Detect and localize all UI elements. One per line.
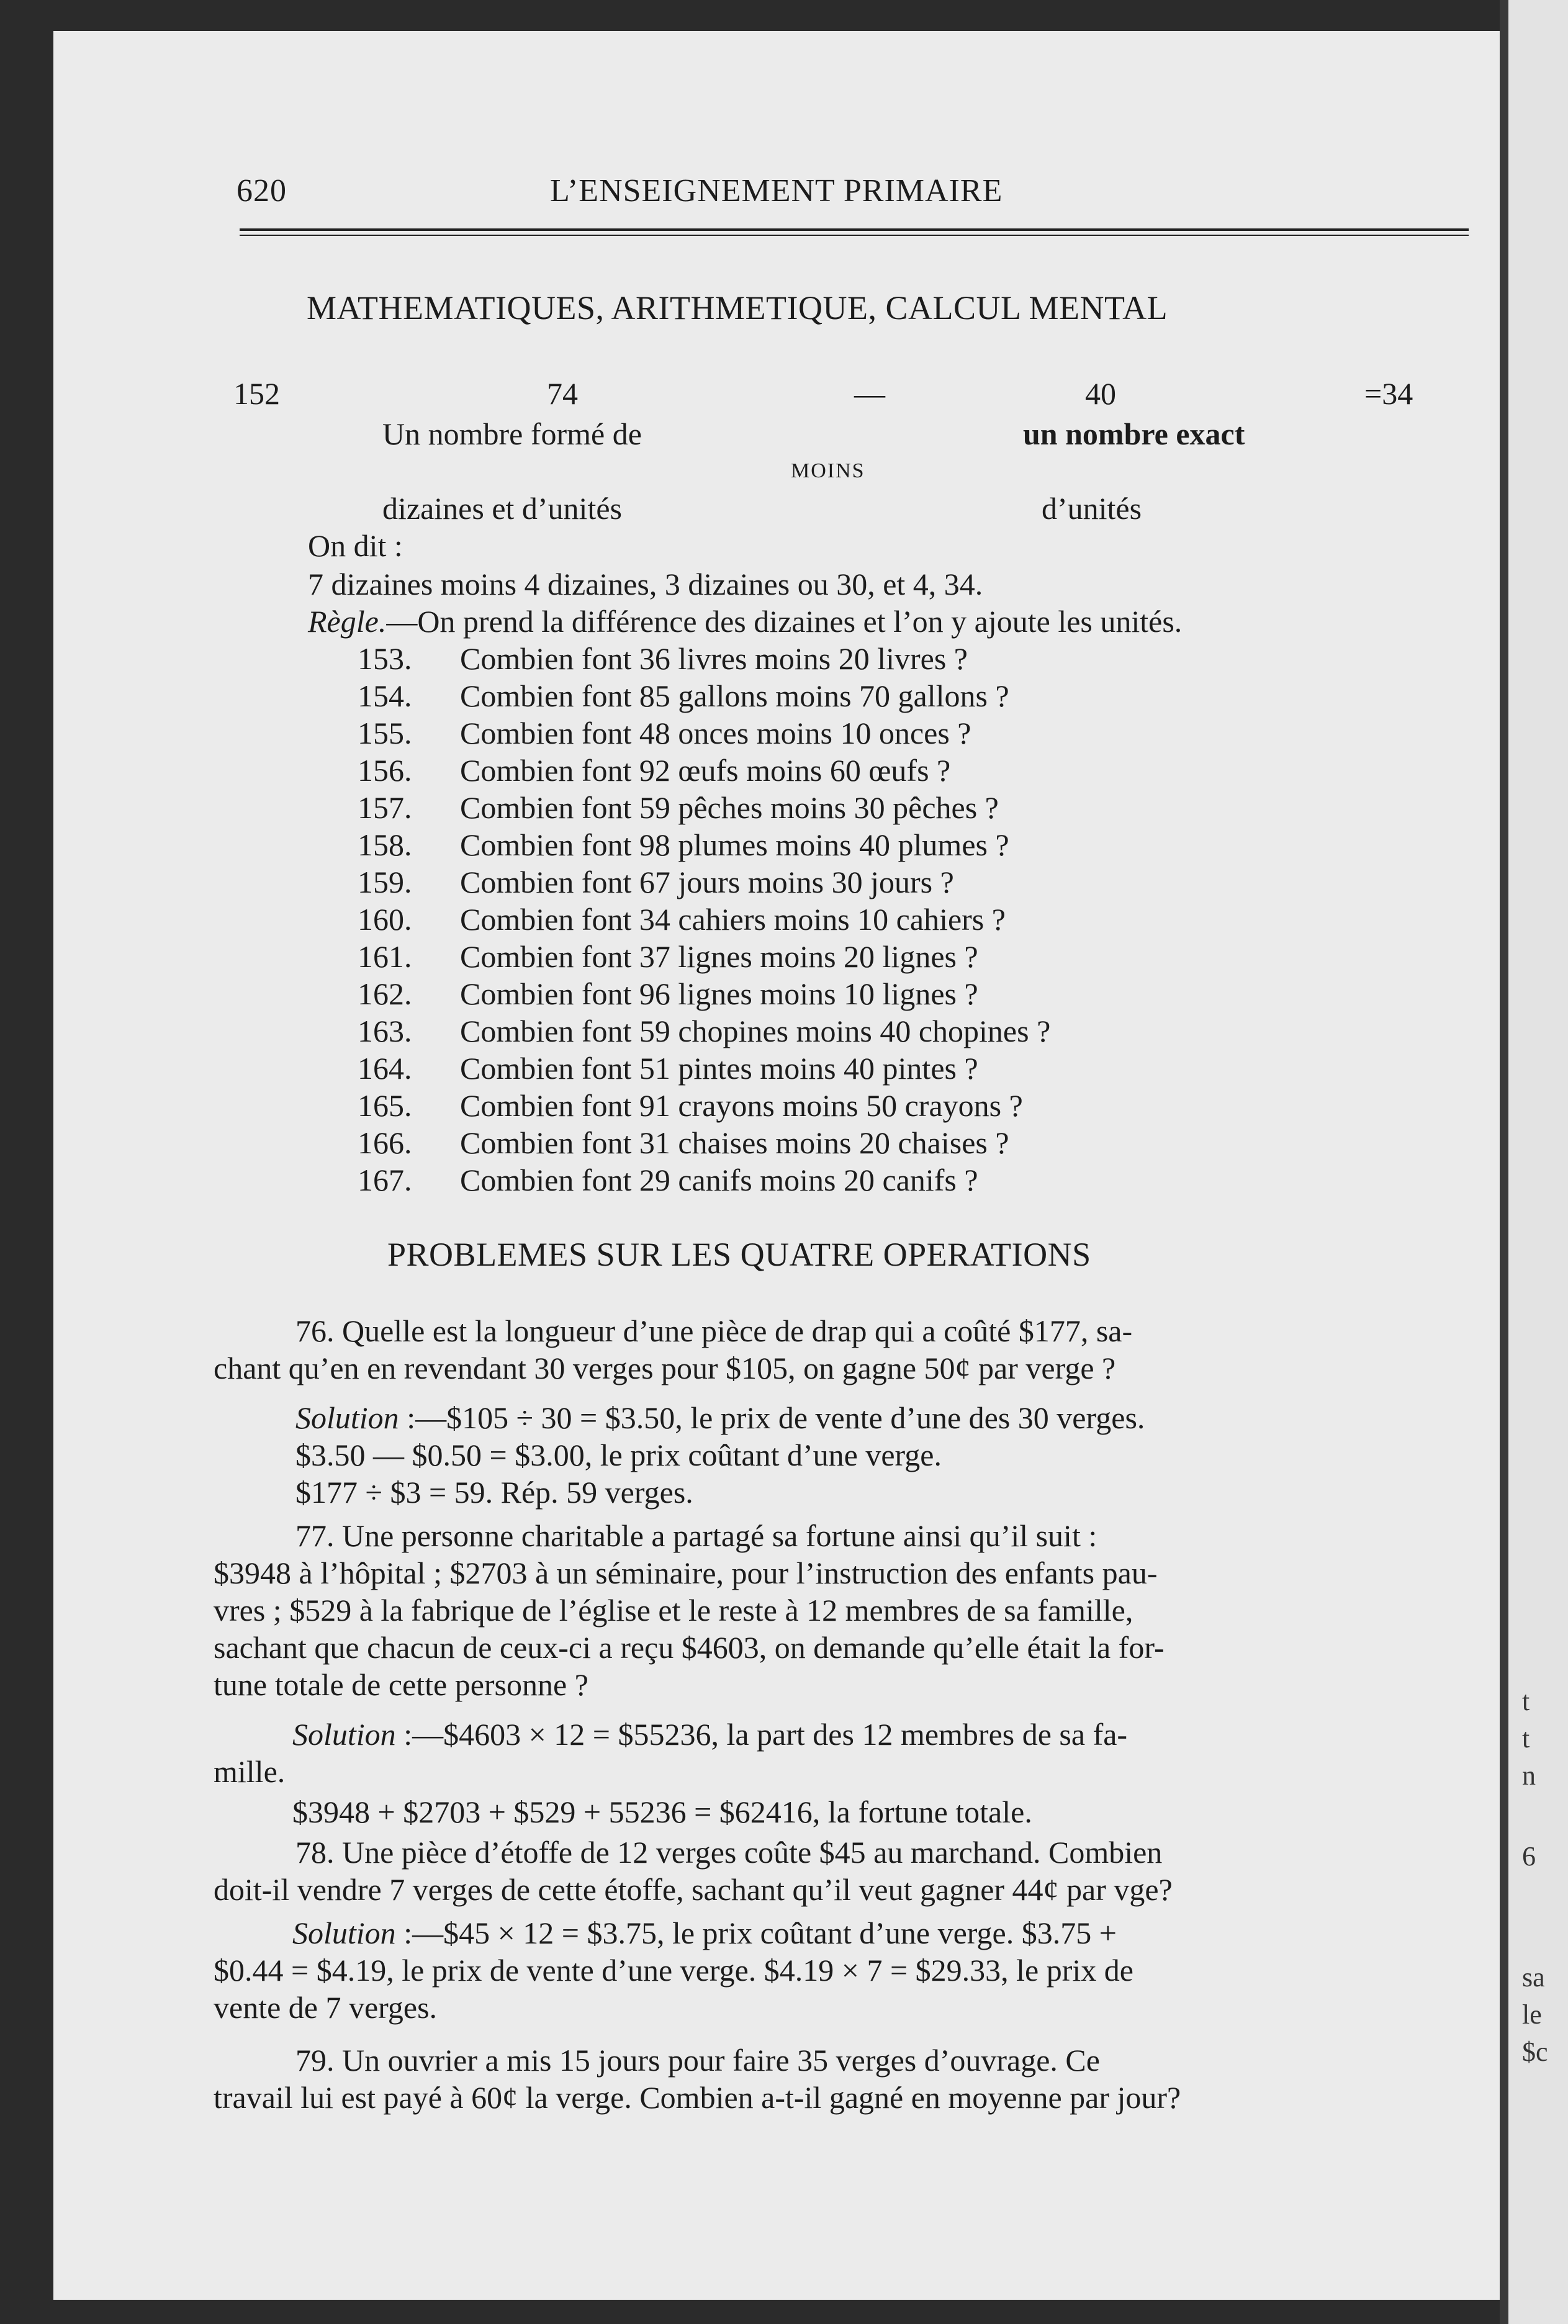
list-item: 167. Combien font 29 canifs moins 20 canifs ? [358, 1163, 978, 1197]
list-item: 157. Combien font 59 pêches moins 30 pêches ? [358, 790, 999, 825]
margin-fragment: 6 [1522, 1841, 1536, 1871]
problem-76-line-1: 76. Quelle est la longueur d’une pièce de drap qui a coûté $177, sa- [295, 1313, 1133, 1348]
book-page [53, 31, 1500, 2300]
list-item: 159. Combien font 67 jours moins 30 jours ? [358, 865, 954, 899]
rule-label: Règle. [308, 604, 387, 639]
problem-77-line-5: tune totale de cette personne ? [214, 1667, 588, 1702]
problem-76-solution-1: Solution :—$105 ÷ 30 = $3.50, le prix de vente d’une des 30 verges. [295, 1400, 1145, 1435]
problem-77-solution-2: mille. [214, 1754, 286, 1789]
list-item: 161. Combien font 37 lignes moins 20 lignes ? [358, 939, 978, 974]
problem-77-line-1: 77. Une personne charitable a partagé sa fortune ainsi qu’il suit : [295, 1518, 1097, 1553]
margin-fragment: t [1522, 1723, 1530, 1754]
example-operator-label: MOINS [791, 459, 865, 482]
section-title-problemes: PROBLEMES SUR LES QUATRE OPERATIONS [387, 1236, 1091, 1273]
header-rule-top [240, 228, 1469, 231]
problem-77-solution-1: Solution :—$4603 × 12 = $55236, la part des 12 membres de sa fa- [292, 1717, 1128, 1752]
example-result: =34 [1364, 376, 1413, 411]
example-left-label-2: dizaines et d’unités [382, 491, 622, 526]
explanation-line: 7 dizaines moins 4 dizaines, 3 dizaines ou 30, et 4, 34. [308, 567, 983, 601]
list-item: 160. Combien font 34 cahiers moins 10 cahiers ? [358, 902, 1006, 937]
problem-76-solution-3: $177 ÷ $3 = 59. Rép. 59 verges. [295, 1475, 693, 1510]
problem-78-solution-1: Solution :—$45 × 12 = $3.75, le prix coûtant d’une verge. $3.75 + [292, 1916, 1117, 1950]
list-item: 166. Combien font 31 chaises moins 20 chaises ? [358, 1125, 1009, 1160]
example-right-label-1: un nombre exact [1023, 417, 1245, 451]
facing-page-strip [1500, 0, 1568, 2324]
example-number: 152 [233, 376, 280, 411]
problem-79-line-2: travail lui est payé à 60¢ la verge. Combien a-t-il gagné en moyenne par jour? [214, 2080, 1181, 2115]
list-item: 162. Combien font 96 lignes moins 10 lignes ? [358, 976, 978, 1011]
on-dit-label: On dit : [308, 528, 403, 563]
example-minuend: 74 [547, 376, 578, 411]
margin-fragment: t [1522, 1686, 1530, 1716]
problem-77-line-4: sachant que chacun de ceux-ci a reçu $4603, on demande qu’elle était la for- [214, 1630, 1165, 1665]
page-gutter [1500, 0, 1508, 2324]
section-title-calcul-mental: MATHEMATIQUES, ARITHMETIQUE, CALCUL MENTAL [307, 289, 1168, 327]
problem-76-solution-2: $3.50 — $0.50 = $3.00, le prix coûtant d’une verge. [295, 1438, 942, 1472]
list-item: 156. Combien font 92 œufs moins 60 œufs ? [358, 753, 951, 788]
rule-text: —On prend la différence des dizaines et l’on y ajoute les unités. [386, 604, 1183, 639]
problem-77-line-3: vres ; $529 à la fabrique de l’église et le reste à 12 membres de sa famille, [214, 1593, 1133, 1628]
problem-76-line-2: chant qu’en en revendant 30 verges pour $105, on gagne 50¢ par verge ? [214, 1351, 1116, 1385]
example-dash: — [854, 376, 885, 411]
example-right-label-2: d’unités [1042, 491, 1142, 526]
list-item: 154. Combien font 85 gallons moins 70 gallons ? [358, 678, 1009, 713]
list-item: 164. Combien font 51 pintes moins 40 pintes ? [358, 1051, 978, 1086]
header-rule-bottom [240, 235, 1469, 236]
list-item: 165. Combien font 91 crayons moins 50 crayons ? [358, 1088, 1023, 1123]
example-left-label-1: Un nombre formé de [382, 417, 642, 451]
list-item: 158. Combien font 98 plumes moins 40 plumes ? [358, 827, 1009, 862]
margin-fragment: le [1522, 1999, 1542, 2030]
running-title: L’ENSEIGNEMENT PRIMAIRE [550, 173, 1003, 209]
list-item: 155. Combien font 48 onces moins 10 onces ? [358, 716, 971, 750]
margin-fragment: sa [1522, 1962, 1545, 1993]
margin-fragment: $c [1522, 2037, 1548, 2067]
rule-line [308, 603, 1182, 639]
problem-77-solution-3: $3948 + $2703 + $529 + 55236 = $62416, la fortune totale. [292, 1795, 1032, 1829]
example-subtrahend: 40 [1085, 376, 1116, 411]
problem-79-line-1: 79. Un ouvrier a mis 15 jours pour faire 35 verges d’ouvrage. Ce [295, 2043, 1100, 2078]
problem-78-line-2: doit-il vendre 7 verges de cette étoffe, sachant qu’il veut gagner 44¢ par vge? [214, 1872, 1173, 1907]
problem-78-solution-3: vente de 7 verges. [214, 1990, 438, 2025]
list-item: 153. Combien font 36 livres moins 20 livres ? [358, 641, 968, 676]
page-number: 620 [237, 173, 287, 209]
margin-fragment: n [1522, 1760, 1536, 1791]
list-item: 163. Combien font 59 chopines moins 40 chopines ? [358, 1014, 1051, 1048]
problem-77-line-2: $3948 à l’hôpital ; $2703 à un séminaire, pour l’instruction des enfants pau- [214, 1556, 1158, 1590]
problem-78-line-1: 78. Une pièce d’étoffe de 12 verges coûte $45 au marchand. Combien [295, 1835, 1163, 1870]
problem-78-solution-2: $0.44 = $4.19, le prix de vente d’une verge. $4.19 × 7 = $29.33, le prix de [214, 1953, 1133, 1988]
